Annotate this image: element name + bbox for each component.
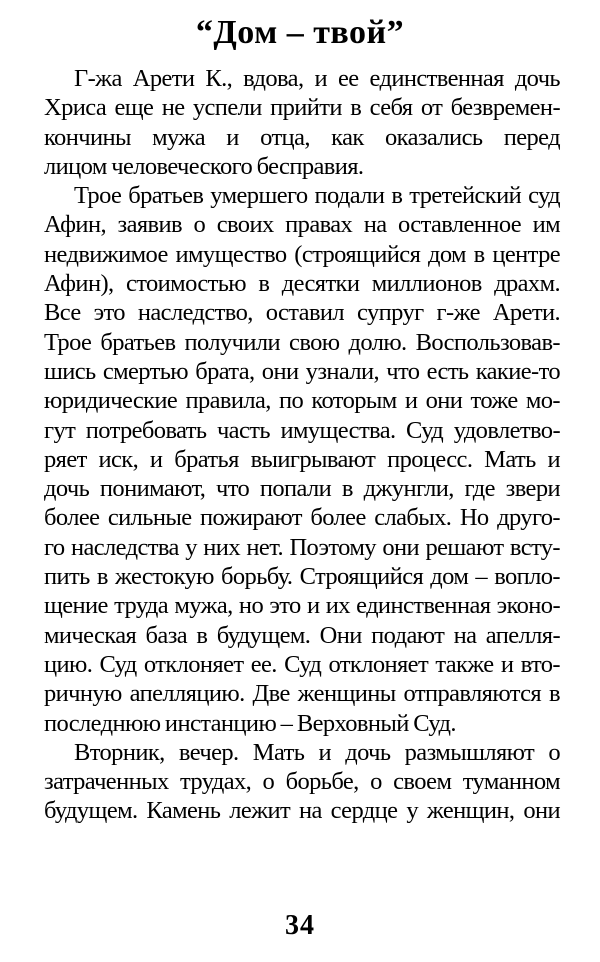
chapter-title: “Дом – твой”	[195, 14, 405, 51]
text-line: Г-жа Арети К., вдова, и ее единственная дочь	[74, 65, 560, 92]
text-line: Все это наследство, оставил супруг г-же Арети.	[44, 299, 560, 327]
text-line: более сильные пожирают более слабых. Но друго-	[44, 504, 560, 532]
text-line: будущем. Камень лежит на сердце у женщин, они	[44, 797, 560, 825]
text-line: Афин), стоимостью в десятки миллионов драхм.	[44, 270, 560, 298]
text-line: кончины мужа и отца, как оказались перед	[44, 123, 560, 151]
text-line: щение труда мужа, но это и их единственная эконо-	[44, 592, 560, 620]
text-line: мическая база в будущем. Они подают на апелля-	[44, 621, 560, 649]
text-line: Трое братьев получили свою долю. Воспользовав-	[44, 328, 560, 356]
text-line: затраченных трудах, о борьбе, о своем туманном	[44, 768, 560, 796]
page-number: 34	[285, 910, 315, 941]
text-line: ричную апелляцию. Две женщины отправляются в	[44, 680, 560, 708]
text-line: шись смертью брата, они узнали, что есть какие-то	[44, 357, 560, 385]
text-line: Трое братьев умершего подали в третейский суд	[74, 182, 560, 210]
text-line: цию. Суд отклоняет ее. Суд отклоняет также и вто-	[44, 650, 560, 678]
text-line: го наследства у них нет. Поэтому они решают всту-	[44, 533, 560, 561]
text-line: гут потребовать часть имущества. Суд удовлетво-	[44, 416, 560, 444]
text-line: юридические правила, по которым и они тоже мо-	[44, 387, 560, 415]
text-line: ряет иск, и братья выигрывают процесс. Мать и	[44, 445, 560, 473]
text-line: Хриса еще не успели прийти в себя от безвремен-	[44, 94, 560, 122]
text-line: недвижимое имущество (строящийся дом в центре	[44, 240, 560, 268]
text-line: дочь понимают, что попали в джунгли, где звери	[44, 475, 560, 503]
text-line: последнюю инстанцию – Верховный Суд.	[44, 709, 456, 737]
text-line: лицом человеческого бесправия.	[44, 152, 364, 180]
body-text	[44, 64, 560, 826]
text-line: Вторник, вечер. Мать и дочь размышляют о	[74, 738, 560, 766]
text-line: пить в жестокую борьбу. Строящийся дом – вопло-	[44, 563, 560, 591]
text-line: Афин, заявив о своих правах на оставленное им	[44, 211, 560, 239]
